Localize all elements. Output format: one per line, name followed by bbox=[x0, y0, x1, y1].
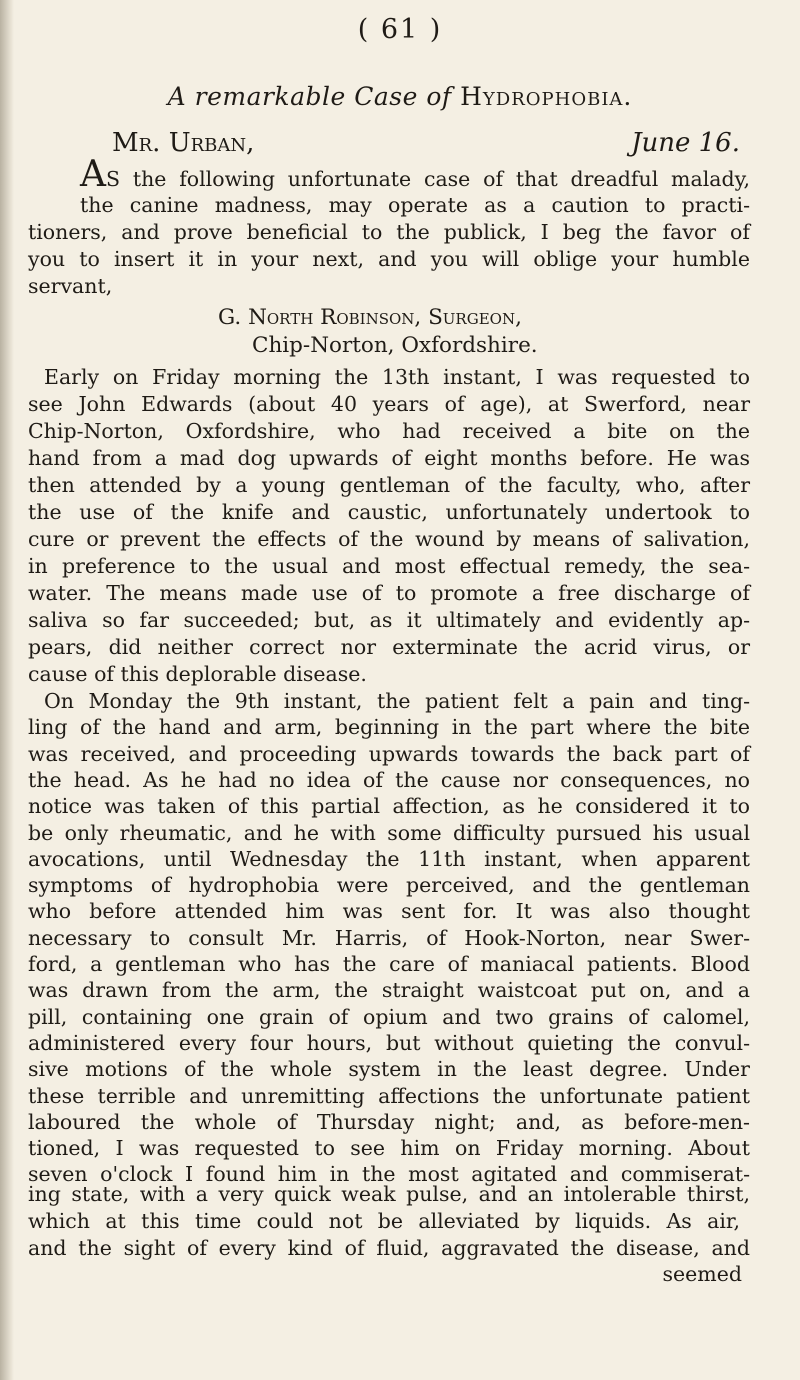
body-line: pill, containing one grain of opium and two grains of calomel, bbox=[28, 1004, 750, 1029]
body-line: saliva so far succeeded; but, as it ultimately and evidently ap- bbox=[28, 608, 750, 632]
body-line: see John Edwards (about 40 years of age), at Swerford, near bbox=[28, 392, 750, 416]
body-line: was drawn from the arm, the straight waistcoat put on, and a bbox=[28, 978, 750, 1003]
body-line: symptoms of hydrophobia were perceived, and the gentleman bbox=[28, 873, 750, 898]
letter-line: tioners, and prove beneficial to the publick, I beg the favor of bbox=[28, 220, 750, 244]
body-line: administered every four hours, but without quieting the convul- bbox=[28, 1030, 750, 1055]
body-line: seven o'clock I found him in the most agitated and commiserat- bbox=[28, 1162, 750, 1187]
body-line: water. The means made use of to promote a free discharge of bbox=[28, 581, 750, 605]
signature-place: Chip-Norton, Oxfordshire. bbox=[252, 333, 538, 358]
body-line: these terrible and unremitting affections the unfortunate patient bbox=[28, 1083, 750, 1108]
letter-line: AS the following unfortunate case of that dreadful malady, bbox=[80, 154, 750, 195]
article-heading bbox=[60, 82, 740, 111]
letter-date: June 16. bbox=[631, 128, 740, 158]
body-line: ling of the hand and arm, beginning in the part where the bite bbox=[28, 715, 750, 740]
body-line: was received, and proceeding upwards towards the back part of bbox=[28, 741, 750, 766]
body-line: Chip-Norton, Oxfordshire, who had received a bite on the bbox=[28, 419, 750, 443]
body-line: which at this time could not be alleviated by liquids. As air, bbox=[28, 1209, 740, 1233]
letter-line: you to insert it in your next, and you will oblige your humble bbox=[28, 247, 750, 271]
body-line: ford, a gentleman who has the care of maniacal patients. Blood bbox=[28, 952, 750, 976]
body-line: avocations, until Wednesday the 11th instant, when apparent bbox=[28, 846, 750, 871]
signature-name: G. North Robinson, Surgeon, bbox=[218, 305, 522, 330]
addressee: Mr. Urban, bbox=[112, 128, 255, 158]
body-line: cure or prevent the effects of the wound by means of salivation, bbox=[28, 527, 750, 551]
salutation bbox=[112, 128, 740, 164]
body-line: the head. As he had no idea of the cause nor consequences, no bbox=[28, 767, 750, 792]
body-line: who before attended him was sent for. It was also thought bbox=[28, 899, 750, 924]
letter-line: the canine madness, may operate as a caution to practi- bbox=[80, 193, 750, 217]
page-number: ( 61 ) bbox=[357, 14, 443, 45]
body-line: cause of this deplorable disease. bbox=[28, 662, 367, 686]
catchword: seemed bbox=[662, 1262, 742, 1286]
body-line: the use of the knife and caustic, unfortunately undertook to bbox=[28, 500, 750, 524]
body-line: pears, did neither correct nor exterminate the acrid virus, or bbox=[28, 635, 750, 659]
body-line: Early on Friday morning the 13th instant, I was requested to bbox=[44, 365, 750, 389]
body-line: hand from a mad dog upwards of eight months before. He was bbox=[28, 446, 750, 470]
body-line: On Monday the 9th instant, the patient felt a pain and ting- bbox=[44, 689, 750, 713]
body-line: tioned, I was requested to see him on Friday morning. About bbox=[28, 1136, 750, 1161]
heading-subject: Hydrophobia. bbox=[460, 82, 633, 111]
letter-line: servant, bbox=[28, 274, 113, 298]
body-line: sive motions of the whole system in the least degree. Under bbox=[28, 1057, 750, 1082]
body-line: then attended by a young gentleman of the faculty, who, after bbox=[28, 473, 750, 497]
body-line: notice was taken of this partial affection, as he considered it to bbox=[28, 794, 750, 819]
heading-prefix: A remarkable Case of bbox=[167, 82, 452, 111]
body-line: be only rheumatic, and he with some difficulty pursued his usual bbox=[28, 820, 750, 845]
body-line: laboured the whole of Thursday night; and, as before-men- bbox=[28, 1109, 750, 1134]
body-line: in preference to the usual and most effectual remedy, the sea- bbox=[28, 554, 750, 578]
body-line: and the sight of every kind of fluid, aggravated the disease, and bbox=[28, 1236, 750, 1260]
dropcap: A bbox=[80, 154, 106, 195]
body-line: ing state, with a very quick weak pulse, and an intolerable thirst, bbox=[28, 1182, 750, 1206]
body-line: necessary to consult Mr. Harris, of Hook-Norton, near Swer- bbox=[28, 925, 750, 950]
